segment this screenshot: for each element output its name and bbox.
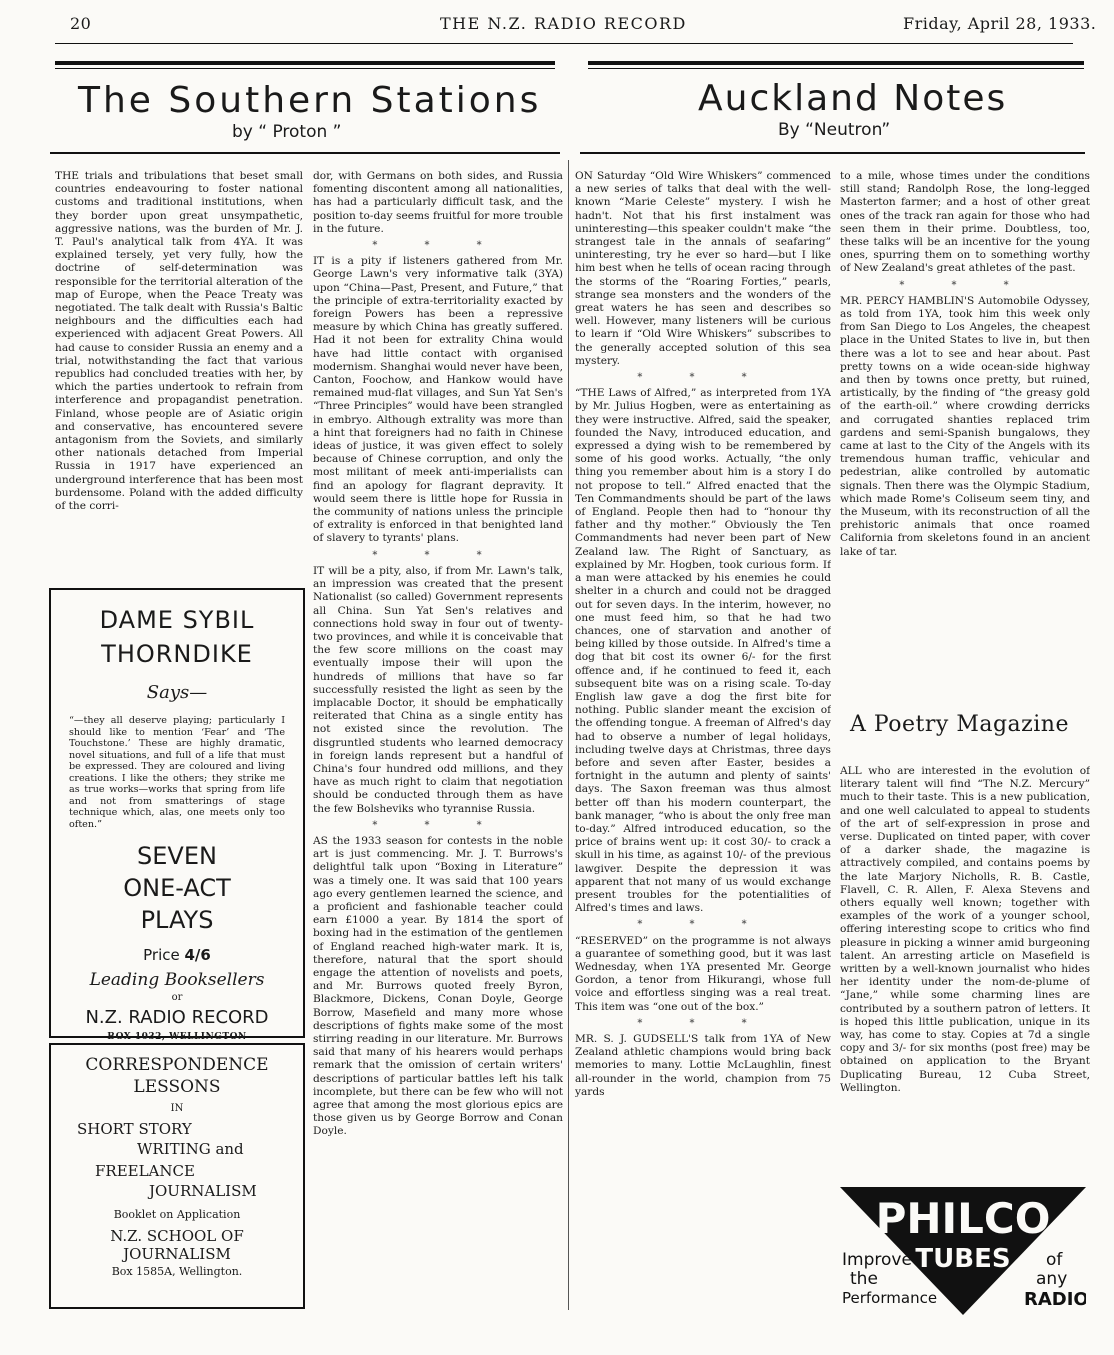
paragraph: THE trials and tribulations that beset small countries endeavouring to foster national customs and traditional institutions, when they border upon great unsympathetic, aggressive nations, was the burden of Mr. J. T. Paul's analytical talk from 4YA. It was explained tersely, yet very fully, how the doctrine of self-determination was responsible for the territorial alteration of the map of Europe, when the Peace Treaty was negotiated. The talk dealt with Russia's Baltic neighbours and the difficulties each had experienced with adjacent Great Powers. All had cause to consider Russia an enemy and a trial, notwithstanding the fact that various republics had concluded treaties with her, by which the parties undertook to refrain from interference and propagandist penetration. Finland, whose people are of Asiatic origin and conservative, has encountered severe antagonism from the Soviets, and similarly other nationals detached from Imperial Russia in 1917 have experienced an underground interference that has been most burdensome. Poland with the added difficulty of the corri- (55, 170, 303, 513)
paragraph: “THE Laws of Alfred,” as interpreted from 1YA by Mr. Julius Hogben, were as entertaining as they were instructive. Alfred, said the speaker, founded the Navy, introduced education, and expressed a dying wish to be remembered by some of his good works. Actually, “the only thing you remember about him is a story I do not propose to tell.” Alfred enacted that the Ten Commandments should be part of the laws of England. People then had to “honour thy father and thy mother.” Obviously the Ten Commandments had never been part of New Zealand law. The Right of Sanctuary, as explained by Mr. Hogben, took curious form. If a man were attacked by his enemies he could shelter in a church and could not be dragged out for seven days. In the interim, however, no one must feed him, so that he had two chances, one of starvation and another of being killed by those outside. In Alfred's time a dog that bit cost its owner 6/- for the first offence and, if he continued to feed it, each subsequent bite was on a rising scale. To-day English law gave a dog the first bite for nothing. Public slander meant the excision of the offending tongue. A freeman of Alfred's day had to observe a number of legal holidays, including twelve days at Christmas, three days before and seven after Easter, besides a fortnight in the autumn and plenty of saints' days. The Saxon freeman was thus almost better off than his modern counterpart, the bank manager, “who is about the only free man to-day.” Alfred introduced education, so the price of brains went up: it cost 30/- to crack a skull in his time, as against 10/- of the previous lawgiver. Despite the depression it was apparent that not many of us would exchange present troubles for the potentialities of Alfred's times and laws. (575, 387, 831, 915)
separator: * * * (899, 279, 1031, 291)
separator: * * * (637, 372, 769, 384)
philco-tubes: TUBES (915, 1244, 1011, 1274)
corr-line2: LESSONS (133, 1077, 221, 1097)
southern-stations-title: The Southern Stations (78, 80, 542, 121)
southern-col1 (55, 170, 303, 582)
auckland-col3 (575, 170, 831, 1310)
header-rule (55, 43, 1073, 44)
southern-col2 (313, 170, 563, 1310)
ad-title-line3: PLAYS (140, 906, 214, 934)
separator: * * * (637, 1017, 769, 1029)
southern-stations-byline: by “ Proton ” (232, 122, 342, 142)
philco-the: the (850, 1269, 878, 1289)
paragraph: AS the 1933 season for contests in the noble art is just commencing. Mr. J. T. Burrows's delightful talk upon “Boxing in Literature” was a timely one. It was said that 100 years ago every gentlemen learned the science, and a proficient and fashionable teacher could earn £1000 a year. By 1814 the sport of boxing had in the estimation of the gentlemen of England reached high-water mark. It is, therefore, natural that the sport should engage the attention of novelists and poets, and Mr. Burrows quoted freely Byron, Blackmore, Dickens, Conan Doyle, George Borrow, Masefield and many more whose descriptions of fights make some of the most stirring reading in our literature. Mr. Burrows said that many of his hearers would perhaps remark that the omission of certain writers' descriptions of particular battles left his talk incomplete, but there can be few who will not agree that among the most glorious epics are those given us by George Borrow and Conan Doyle. (313, 834, 563, 1138)
right-rule-bottom (588, 68, 1084, 69)
philco-any: any (1036, 1269, 1068, 1289)
corr-line6: JOURNALISM (149, 1182, 257, 1200)
ad-price-value: 4/6 (184, 946, 211, 964)
separator: * * * (372, 819, 504, 831)
right-title-rule (580, 152, 1085, 154)
corr-in: IN (170, 1103, 184, 1114)
corr-line3: SHORT STORY (77, 1120, 192, 1138)
paragraph: MR. PERCY HAMBLIN'S Automobile Odyssey, as told from 1YA, took him this week only from San Diego to Los Angeles, the cheapest place in the United States to live in, but then there was a lot to see and hear about. Past pretty towns on a wide ocean-side highway and then by towns once pretty, but ruined, artistically, by the finding of “the greasy gold of the earth-oil.” where crowding derricks and corrugated shanties replaced trim gardens and semi-Spanish bungalows, they came at last to the City of the Angels with its tremendous human traffic, vehicular and pedestrian, alike controlled by automatic signals. Then there was the Olympic Stadium, which made Rome's Coliseum seem tiny, and the Museum, with its reconstruction of all the prehistoric animals that once roamed California from skeletons found in an ancient lake of tar. (840, 294, 1090, 558)
separator: * * * (637, 919, 769, 931)
paragraph: MR. S. J. GUDSELL'S talk from 1YA of New Zealand athletic champions would bring back memories to many. Lottie McLaughlin, finest all-rounder in the world, champion from 75 yards (575, 1033, 831, 1098)
paragraph: ALL who are interested in the evolution of literary talent will find “The N.Z. Mercury” much to their taste. This is a new publication, and one well calculated to appeal to students of the art of self-expression in prose and verse. Duplicated on tinted paper, with cover of a darker shade, the magazine is attractively compiled, and contains poems by the late Marjory Nicholls, R. B. Castle, Flavell, C. R. Allen, F. Alexa Stevens and others equally well known; together with examples of the work of a younger school, offering interesting scope to critics who find pleasure in picking a winner amid burgeoning talent. An arresting article on Masefield is written by a well-known journalist who hides her identity under the nom-de-plume of “Jane,” while some charming lines are contributed by a southern patron of letters. It is hoped this little publication, unique in its way, has come to stay. Copies at 7d a single copy and 3/- for six months (post free) may be obtained on application to the Bryant Duplicating Bureau, 12 Cuba Street, Wellington. (840, 765, 1090, 1094)
page-number: 20 (70, 14, 92, 33)
philco-ad (840, 1187, 1086, 1317)
auckland-notes-title: Auckland Notes (698, 78, 1008, 119)
column-divider (568, 160, 569, 1310)
left-rule-top (55, 61, 555, 65)
paragraph: IT is a pity if listeners gathered from Mr. George Lawn's very informative talk (3YA) upon “China—Past, Present, and Future,” that the principle of extra-territoriality exacted by foreign Powers has been a repressive measure by which China has greatly suffered. Had it not been for extrality China would have had little contact with organised modernism. Shanghai would never have been, Canton, Foochow, and Hankow would have remained mud-flat villages, and Sun Yat Sen's “Three Principles” would have been strangled in embryo. Although extrality was more than a hint that foreigners had no faith in Chinese ideas of justice, it was given effect to solely because of Chinese corruption, and only the most militant of meek anti-imperialists can find an apology for flagrant depravity. It would seem there is little hope for Russia in the community of nations unless the principle of extrality is enforced in that benighted land of slavery to tyrants' plans. (313, 255, 563, 545)
philco-brand: PHILCO (875, 1194, 1051, 1243)
left-rule-bottom (55, 68, 555, 69)
ad-title-line1: SEVEN (137, 842, 217, 870)
ad-price-label: Price (143, 946, 180, 964)
philco-of: of (1046, 1250, 1063, 1270)
ad-name-line2: THORNDIKE (101, 640, 253, 668)
ad-quote: “—they all deserve playing; particularly I should like to mention ‘Fear’ and ‘The Touchstone.’ These are highly dramatic, novel situations, and full of a life that must be expressed. They are coloured and living creations. I like the others; they strike me as true works—works that spring from life and not from smatterings of stage technique which, alas, one meets only too often.” (69, 715, 285, 830)
philco-radio: RADIO (1024, 1289, 1086, 1310)
corr-line5: FREELANCE (95, 1162, 195, 1180)
corr-booklet: Booklet on Application (113, 1208, 241, 1221)
auckland-notes-byline: By “Neutron” (778, 120, 891, 140)
philco-performance: Performance (842, 1289, 938, 1307)
poetry-title: A Poetry Magazine (850, 712, 1069, 737)
ad-says: Says— (146, 682, 208, 703)
paragraph: ON Saturday “Old Wire Whiskers” commenced a new series of talks that deal with the well-known “Marie Celeste” mystery. I wish he hadn't. Not that his first instalment was uninteresting—this speaker couldn't make “the strangest tale in the annals of seafaring” uninteresting, try he ever so hard—but I like him best when he tells of ocean racing through the storms of the “Roaring Forties,” pearls, strange sea monsters and the wonders of the great waters he has seen and describes so well. However, many listeners will be curious to learn if “Old Wire Whiskers” subscribes to the generally accepted solution of this sea mystery. (575, 170, 831, 367)
paragraph: “RESERVED” on the programme is not always a guarantee of something good, but it was last Wednesday, when 1YA presented Mr. George Gordon, a tenor from Hikurangi, whose full voice and effortless singing was a real treat. This item was “one out of the box.” (575, 934, 831, 1013)
thorndike-ad (49, 588, 305, 1042)
corr-school2: JOURNALISM (123, 1245, 231, 1263)
ad-price (51, 946, 303, 964)
poetry-body (840, 765, 1090, 1170)
correspondence-ad (49, 1043, 305, 1309)
auckland-col4 (840, 170, 1090, 695)
ad-address: BOX 1032, WELLINGTON (107, 1032, 247, 1042)
right-rule-top (588, 61, 1084, 65)
corr-school1: N.Z. SCHOOL OF (110, 1227, 244, 1245)
philco-graphic (840, 1187, 1086, 1317)
ad-sellers: Leading Booksellers (89, 970, 265, 990)
ad-name-line1: DAME SYBIL (99, 606, 255, 634)
separator: * * * (372, 549, 504, 561)
corr-box: Box 1585A, Wellington. (111, 1265, 243, 1278)
issue-date: Friday, April 28, 1933. (903, 14, 1097, 33)
paragraph: dor, with Germans on both sides, and Russia fomenting discontent among all nationalities, has had a particularly difficult task, and the position to-day seems fruitful for more trouble in the future. (313, 170, 563, 235)
paragraph: to a mile, whose times under the conditions still stand; Randolph Rose, the long-legged Masterton farmer; and a host of other great ones of the track ran again for those who had seen them in their prime. Doubtless, too, these talks will be an incentive for the young ones, spurring them on to something worthy of New Zealand's great athletes of the past. (840, 170, 1090, 275)
ad-record: N.Z. RADIO RECORD (85, 1007, 269, 1028)
separator: * * * (372, 240, 504, 252)
ad-title-line2: ONE-ACT (123, 874, 231, 902)
publication-title: THE N.Z. RADIO RECORD (440, 14, 687, 33)
left-title-rule (50, 152, 560, 154)
philco-improve: Improve (842, 1250, 912, 1270)
corr-line4: WRITING and (137, 1140, 244, 1158)
ad-or: or (171, 992, 183, 1003)
corr-line1: CORRESPONDENCE (85, 1055, 269, 1075)
paragraph: IT will be a pity, also, if from Mr. Lawn's talk, an impression was created that the present Nationalist (so called) Government represents all China. Sun Yat Sen's relatives and connections hold sway in four out of twenty-two provinces, and while it is conceivable that the few score millions on the coast may eventually impose their will upon the hundreds of millions that have so far successfully resisted the light as seen by the implacable Doctor, it should be emphatically reiterated that China as a single entity has not existed since the revolution. The disgruntled students who learned democracy in foreign lands represent but a handful of China's four hundred odd millions, and they have as much right to claim that negotiation should be conducted through them as have the few Bolsheviks who tyrannise Russia. (313, 564, 563, 815)
